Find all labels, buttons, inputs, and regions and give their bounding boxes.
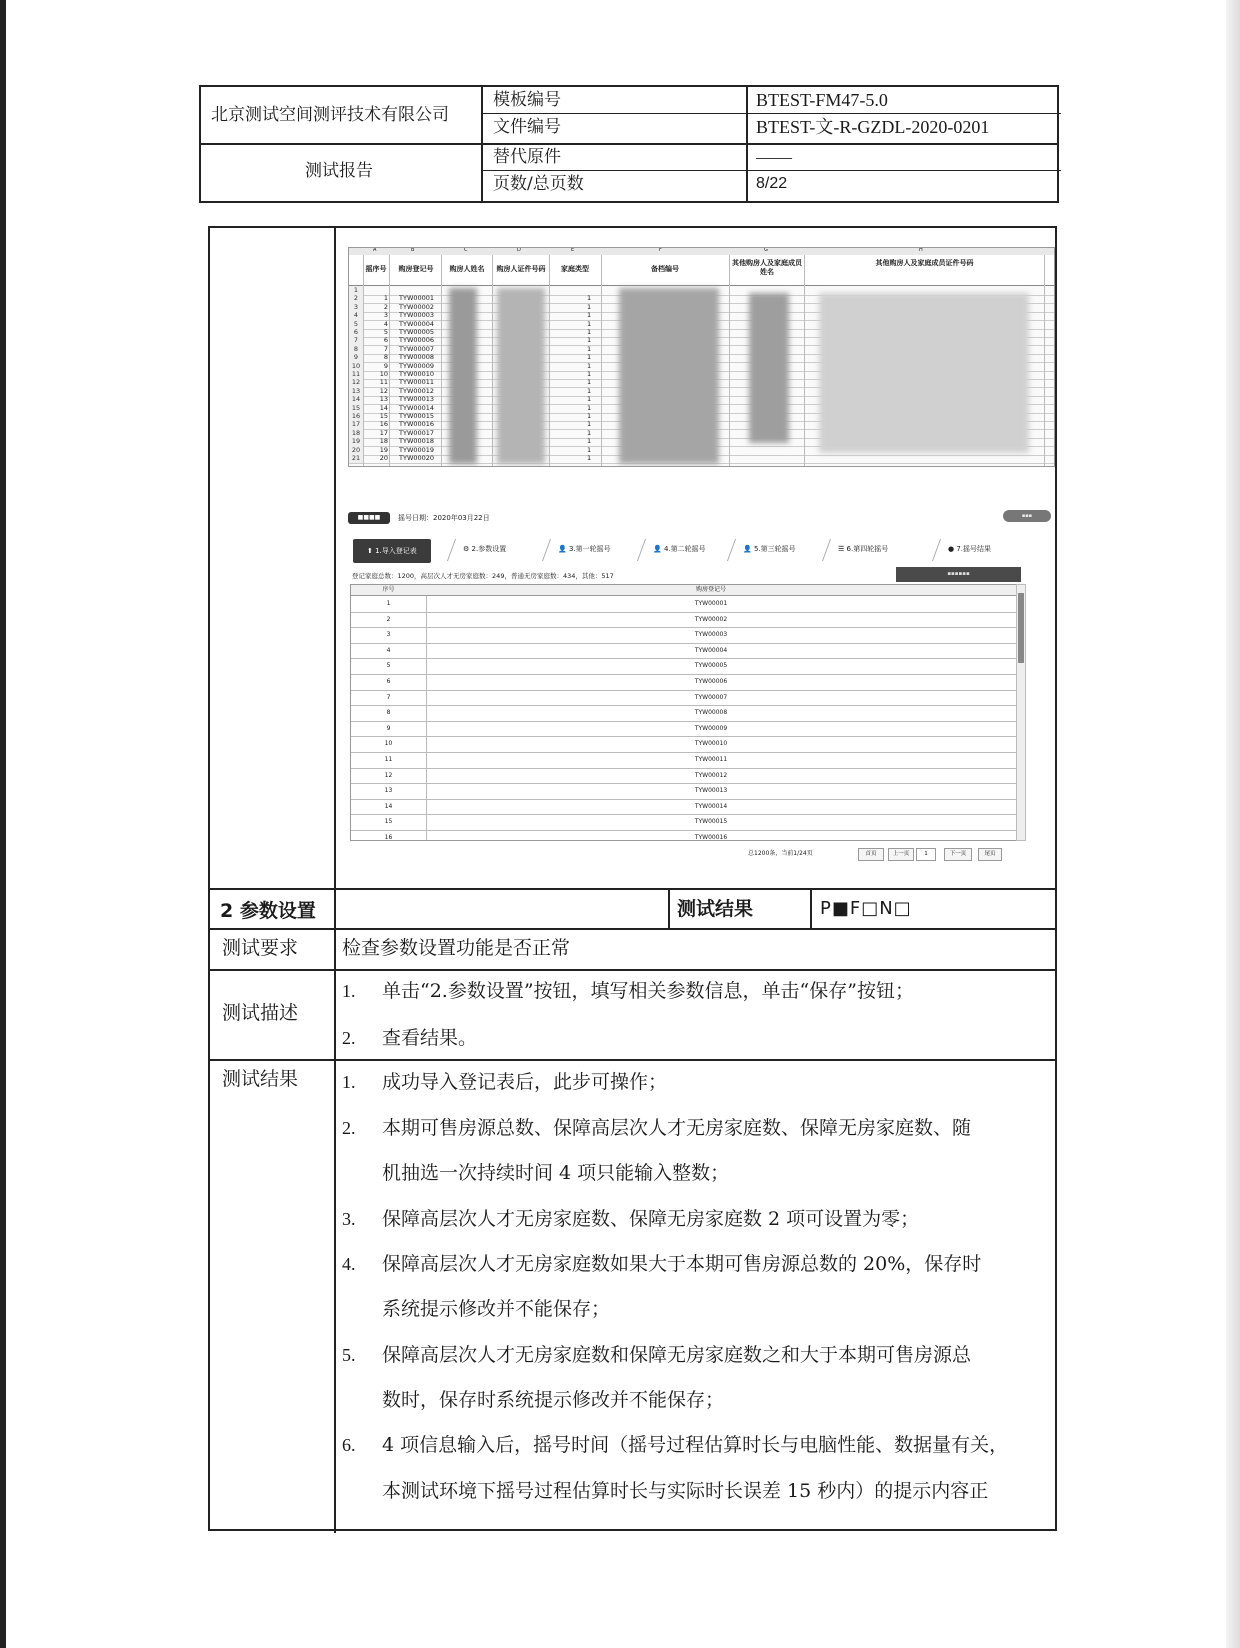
result-num-4: 4. xyxy=(342,1254,356,1274)
table-row[interactable] xyxy=(351,814,1016,831)
spreadsheet-seq-cell: 4 xyxy=(383,319,388,328)
spreadsheet-code-cell: TYW00017 xyxy=(399,428,435,437)
pager xyxy=(348,847,1053,861)
spreadsheet-type-cell: 1 xyxy=(587,353,592,362)
spreadsheet-type-cell: 1 xyxy=(587,454,592,462)
spreadsheet-code-cell: TYW00014 xyxy=(399,403,435,412)
step-tab[interactable] xyxy=(463,537,506,561)
table-row[interactable] xyxy=(351,627,1016,644)
spreadsheet-col-letter: G xyxy=(764,247,768,253)
grid-cell-code: TYW00003 xyxy=(694,631,728,639)
step-tab-label: 2.参数设置 xyxy=(471,545,507,553)
spreadsheet-type-cell: 1 xyxy=(587,319,592,328)
spreadsheet-seq-cell: 5 xyxy=(383,328,388,336)
spreadsheet-code-cell: TYW00018 xyxy=(399,437,435,446)
spreadsheet-seq-cell: 13 xyxy=(379,395,388,404)
pager-first-button[interactable]: 首页 xyxy=(858,848,884,861)
spreadsheet-type-cell: 1 xyxy=(587,420,592,429)
grid-cell-no: 6 xyxy=(386,678,391,685)
result-item-2-line-2: 机抽选一次持续时间 4 项只能输入整数； xyxy=(382,1162,730,1184)
spreadsheet-header-cell: 家庭类型 xyxy=(561,265,589,273)
grid-cell-code: TYW00009 xyxy=(694,724,728,732)
spreadsheet-code-cell: TYW00005 xyxy=(399,328,435,336)
grid-cell-no: 11 xyxy=(384,756,393,763)
table-row[interactable] xyxy=(351,643,1016,660)
scan-edge-left xyxy=(0,0,6,1648)
registration-grid xyxy=(350,584,1017,841)
description-label: 测试描述 xyxy=(222,1002,299,1024)
step-tab[interactable] xyxy=(653,537,706,561)
spreadsheet-col-letter: D xyxy=(517,247,521,253)
grid-cell-code: TYW00005 xyxy=(694,662,728,670)
spreadsheet-type-cell: 1 xyxy=(587,328,592,336)
circle-icon: ● xyxy=(948,545,957,553)
scan-edge-right xyxy=(1226,0,1240,1648)
grid-cell-no: 3 xyxy=(386,631,391,639)
spreadsheet-type-cell: 1 xyxy=(587,395,592,404)
spreadsheet-type-cell: 1 xyxy=(587,445,592,454)
spreadsheet-code-cell: TYW00019 xyxy=(399,445,435,454)
redaction-members xyxy=(749,293,789,443)
grid-cell-code: TYW00008 xyxy=(694,709,728,717)
spreadsheet-seq-cell: 11 xyxy=(379,378,388,387)
spreadsheet-code-cell: TYW00003 xyxy=(399,311,435,320)
spreadsheet-code-cell: TYW00007 xyxy=(399,344,435,353)
gear-icon: ⚙ xyxy=(463,545,472,553)
spreadsheet-seq-cell: 14 xyxy=(379,403,388,412)
spreadsheet-header-cell: 其他购房人及家庭成员姓名 xyxy=(732,259,802,276)
step-tab[interactable] xyxy=(353,539,431,563)
grid-cell-no: 13 xyxy=(384,787,393,795)
result-num-2: 2. xyxy=(342,1118,356,1138)
table-row[interactable] xyxy=(351,768,1016,785)
grid-header-code: 购房登记号 xyxy=(695,586,726,593)
table-row[interactable] xyxy=(351,799,1016,816)
step-tab[interactable] xyxy=(838,537,888,561)
spreadsheet-row-number: 19 xyxy=(349,437,363,446)
replace-original-value: —— xyxy=(756,147,792,167)
step-tab-label: 5.第三轮摇号 xyxy=(753,545,796,553)
spreadsheet-type-cell: 1 xyxy=(587,344,592,353)
spreadsheet-seq-cell: 8 xyxy=(383,353,388,362)
result-item-4-line-2: 系统提示修改并不能保存； xyxy=(382,1298,611,1320)
pager-last-button[interactable]: 尾页 xyxy=(978,848,1002,861)
spreadsheet-header-cell: 购房登记号 xyxy=(398,265,434,273)
lottery-date: 摇号日期：2020年03月22日 xyxy=(398,514,490,522)
result-num-5: 5. xyxy=(342,1345,356,1365)
grid-cell-code: TYW00016 xyxy=(694,834,728,841)
registration-stats: 登记家庭总数：1200，高层次人才无房家庭数：249，普通无房家庭数：434，其他：517 xyxy=(352,572,614,580)
spreadsheet-row-number: 12 xyxy=(349,378,363,387)
spreadsheet-row-number: 15 xyxy=(349,404,363,413)
result-item-5-line-2: 数时，保存时系统提示修改并不能保存； xyxy=(382,1389,725,1411)
result-label: 测试结果 xyxy=(677,898,754,920)
spreadsheet-row-number: 16 xyxy=(349,412,363,421)
spreadsheet-header-cell: 其他购房人及家庭成员证件号码 xyxy=(875,259,974,267)
table-row[interactable] xyxy=(351,736,1016,753)
table-row[interactable] xyxy=(351,596,1016,613)
spreadsheet-row-number: 7 xyxy=(349,336,363,345)
spreadsheet-code-cell: TYW00002 xyxy=(399,302,435,311)
step-tabs xyxy=(348,529,1053,563)
result-num-1: 1. xyxy=(342,1072,356,1092)
requirement-text: 检查参数设置功能是否正常 xyxy=(342,937,571,959)
spreadsheet-type-cell: 1 xyxy=(587,378,592,387)
table-row[interactable] xyxy=(351,658,1016,675)
grid-cell-code: TYW00013 xyxy=(694,787,728,795)
grid-cell-no: 4 xyxy=(386,646,391,654)
result-item-6-line-2: 本测试环境下摇号过程估算时长与实际时长误差 15 秒内）的提示内容正 xyxy=(382,1480,989,1502)
page-count-value: 8/22 xyxy=(756,175,788,192)
spreadsheet-row-number: 4 xyxy=(349,311,363,320)
spreadsheet-row-number: 5 xyxy=(349,320,363,329)
description-num-2: 2. xyxy=(342,1028,356,1048)
top-right-button[interactable]: ▪▪▪ xyxy=(1003,510,1051,522)
result-item-4-line-1: 保障高层次人才无房家庭数如果大于本期可售房源总数的 20%，保存时 xyxy=(382,1253,982,1275)
section-title: 2 参数设置 xyxy=(220,900,316,922)
spreadsheet-seq-cell: 7 xyxy=(383,344,388,353)
pass-fail-marks: P■F□N□ xyxy=(820,898,912,919)
spreadsheet-type-cell: 1 xyxy=(587,294,592,303)
spreadsheet-type-cell: 1 xyxy=(587,336,592,345)
spreadsheet-header-cell: 备档编号 xyxy=(651,265,679,273)
company-name: 北京测试空间测评技术有限公司 xyxy=(211,105,449,125)
grid-scrollbar[interactable] xyxy=(1016,584,1026,841)
spreadsheet-row-number: 8 xyxy=(349,345,363,354)
spreadsheet-header-cell: 摇序号 xyxy=(365,265,387,273)
spreadsheet-row-number: 2 xyxy=(349,294,363,303)
grid-cell-code: TYW00014 xyxy=(694,802,728,810)
spreadsheet-code-cell: TYW00016 xyxy=(399,420,435,429)
step-tab-label: 6.第四轮摇号 xyxy=(846,545,889,553)
step-tab[interactable] xyxy=(743,537,796,561)
spreadsheet-col-letter: F xyxy=(659,247,662,253)
redaction-file-no xyxy=(619,288,719,464)
pager-prev-button[interactable]: 上一页 xyxy=(888,848,914,861)
spreadsheet-type-cell: 1 xyxy=(587,386,592,395)
spreadsheet-type-cell: 1 xyxy=(587,403,592,412)
result-item-1: 成功导入登记表后，此步可操作； xyxy=(382,1071,668,1093)
spreadsheet-type-cell: 1 xyxy=(587,370,592,378)
grid-header-no: 序号 xyxy=(382,586,395,593)
report-title: 测试报告 xyxy=(305,161,373,181)
spreadsheet-seq-cell: 12 xyxy=(379,386,388,395)
spreadsheet-seq-cell: 6 xyxy=(383,336,388,345)
user-icon: 👤 xyxy=(653,545,664,553)
grid-cell-code: TYW00015 xyxy=(694,818,728,826)
grid-cell-code: TYW00002 xyxy=(694,615,728,623)
spreadsheet-row-number: 18 xyxy=(349,429,363,438)
grid-cell-code: TYW00001 xyxy=(694,600,728,607)
spreadsheet-seq-cell: 1 xyxy=(383,294,388,303)
spreadsheet-code-cell: TYW00009 xyxy=(399,361,435,370)
spreadsheet-row-number: 14 xyxy=(349,395,363,404)
spreadsheet-code-cell: TYW00020 xyxy=(399,454,435,462)
table-row[interactable] xyxy=(351,721,1016,738)
spreadsheet-seq-cell: 18 xyxy=(379,437,388,446)
description-item-1: 单击“2.参数设置”按钮，填写相关参数信息，单击“保存”按钮； xyxy=(382,980,914,1002)
spreadsheet-code-cell: TYW00015 xyxy=(399,412,435,420)
results-label: 测试结果 xyxy=(222,1068,299,1090)
grid-cell-code: TYW00004 xyxy=(694,646,728,654)
redaction-id xyxy=(497,288,545,464)
pager-next-button[interactable]: 下一页 xyxy=(944,848,972,861)
spreadsheet-type-cell: 1 xyxy=(587,412,592,420)
result-item-2-line-1: 本期可售房源总数、保障高层次人才无房家庭数、保障无房家庭数、随 xyxy=(382,1117,972,1139)
spreadsheet-seq-cell: 19 xyxy=(379,445,388,454)
spreadsheet-row-number: 9 xyxy=(349,353,363,362)
spreadsheet-type-cell: 1 xyxy=(587,437,592,446)
grid-cell-no: 2 xyxy=(386,615,391,623)
registration-spreadsheet xyxy=(348,247,1055,467)
spreadsheet-seq-cell: 15 xyxy=(379,412,388,420)
lottery-app-screenshot xyxy=(348,502,1053,887)
replace-original-label: 替代原件 xyxy=(493,147,561,167)
grid-cell-no: 8 xyxy=(386,709,391,717)
step-tab[interactable] xyxy=(948,537,991,561)
spreadsheet-row-number: 10 xyxy=(349,362,363,371)
app-logo: ■■■■ xyxy=(348,512,390,524)
grid-cell-no: 16 xyxy=(384,834,393,841)
spreadsheet-row-number: 20 xyxy=(349,446,363,455)
spreadsheet-row-number: 1 xyxy=(349,286,363,295)
table-row[interactable] xyxy=(351,690,1016,707)
result-item-3: 保障高层次人才无房家庭数、保障无房家庭数 2 项可设置为零； xyxy=(382,1208,920,1230)
grid-cell-no: 10 xyxy=(384,740,393,748)
spreadsheet-row-number: 11 xyxy=(349,370,363,379)
spreadsheet-code-cell: TYW00010 xyxy=(399,370,435,378)
spreadsheet-type-cell: 1 xyxy=(587,428,592,437)
grid-cell-code: TYW00012 xyxy=(694,771,728,779)
redaction-member-ids xyxy=(819,293,1029,453)
requirement-label: 测试要求 xyxy=(222,937,299,959)
spreadsheet-code-cell: TYW00012 xyxy=(399,386,435,395)
grid-cell-code: TYW00011 xyxy=(694,756,728,763)
grid-cell-no: 5 xyxy=(386,662,391,670)
spreadsheet-seq-cell: 10 xyxy=(379,370,388,378)
description-num-1: 1. xyxy=(342,981,356,1001)
description-item-2: 查看结果。 xyxy=(382,1027,478,1049)
grid-cell-no: 1 xyxy=(386,600,391,607)
table-row[interactable] xyxy=(351,674,1016,691)
result-item-5-line-1: 保障高层次人才无房家庭数和保障无房家庭数之和大于本期可售房源总 xyxy=(382,1344,972,1366)
spreadsheet-code-cell: TYW00006 xyxy=(399,336,435,345)
spreadsheet-row-number: 17 xyxy=(349,420,363,429)
import-button[interactable]: ▪▪▪▪▪▪ xyxy=(896,567,1021,582)
spreadsheet-row-number: 21 xyxy=(349,454,363,463)
step-tab-label: 1.导入登记表 xyxy=(375,547,417,555)
template-no-value: BTEST-FM47-5.0 xyxy=(756,90,888,110)
spreadsheet-col-letter: H xyxy=(919,247,923,253)
spreadsheet-seq-cell: 2 xyxy=(383,302,388,311)
table-row[interactable] xyxy=(351,752,1016,769)
spreadsheet-seq-cell: 3 xyxy=(383,311,388,320)
spreadsheet-code-cell: TYW00001 xyxy=(399,294,435,303)
spreadsheet-seq-cell: 16 xyxy=(379,420,388,429)
spreadsheet-col-letter: E xyxy=(571,247,575,253)
result-num-3: 3. xyxy=(342,1209,356,1229)
spreadsheet-row-number: 3 xyxy=(349,303,363,312)
table-row[interactable] xyxy=(351,830,1016,841)
report-header-table xyxy=(199,85,1059,203)
user-icon: 👤 xyxy=(743,545,754,553)
list-icon: ☰ xyxy=(838,545,847,553)
file-no-value: BTEST-文-R-GZDL-2020-0201 xyxy=(756,117,990,137)
spreadsheet-code-cell: TYW00013 xyxy=(399,395,435,404)
spreadsheet-seq-cell: 9 xyxy=(383,361,388,370)
template-no-label: 模板编号 xyxy=(493,90,561,110)
result-item-6-line-1: 4 项信息输入后，摇号时间（摇号过程估算时长与电脑性能、数据量有关， xyxy=(382,1434,1009,1456)
spreadsheet-code-cell: TYW00011 xyxy=(399,378,435,387)
spreadsheet-code-cell: TYW00008 xyxy=(399,353,435,362)
spreadsheet-col-letter: C xyxy=(464,247,468,253)
spreadsheet-type-cell: 1 xyxy=(587,361,592,370)
step-tab-label: 3.第一轮摇号 xyxy=(568,545,611,553)
user-icon: 👤 xyxy=(558,545,569,553)
spreadsheet-seq-cell: 17 xyxy=(379,428,388,437)
grid-cell-code: TYW00007 xyxy=(694,693,728,701)
table-row[interactable] xyxy=(351,783,1016,800)
grid-cell-no: 14 xyxy=(384,802,393,810)
file-no-label: 文件编号 xyxy=(493,117,561,137)
grid-cell-no: 7 xyxy=(386,693,391,701)
grid-cell-no: 9 xyxy=(386,724,391,732)
step-tab[interactable] xyxy=(558,537,611,561)
grid-cell-code: TYW00010 xyxy=(694,740,728,748)
spreadsheet-code-cell: TYW00004 xyxy=(399,319,435,328)
page-count-label: 页数/总页数 xyxy=(493,174,584,194)
step-tab-label: 7.摇号结果 xyxy=(956,545,992,553)
result-num-6: 6. xyxy=(342,1435,356,1455)
grid-cell-no: 12 xyxy=(384,771,393,779)
spreadsheet-header-cell: 购房人姓名 xyxy=(449,265,485,273)
grid-cell-no: 15 xyxy=(384,818,393,826)
upload-icon: ⬆ xyxy=(367,547,376,555)
step-tab-label: 4.第二轮摇号 xyxy=(663,545,706,553)
table-row[interactable] xyxy=(351,705,1016,722)
spreadsheet-type-cell: 1 xyxy=(587,302,592,311)
spreadsheet-header-cell: 购房人证件号码 xyxy=(496,265,546,273)
test-record-table xyxy=(208,226,1057,1531)
spreadsheet-col-letter: B xyxy=(411,247,415,253)
redaction-name xyxy=(449,288,477,464)
spreadsheet-type-cell: 1 xyxy=(587,311,592,320)
screenshot-area xyxy=(338,232,1053,887)
spreadsheet-col-letter: A xyxy=(373,247,377,253)
pager-info: 总1200条，当前1/24页 xyxy=(748,850,813,857)
table-row[interactable] xyxy=(351,612,1016,629)
spreadsheet-row-number: 13 xyxy=(349,387,363,396)
grid-cell-code: TYW00006 xyxy=(694,678,728,685)
spreadsheet-row-number: 6 xyxy=(349,328,363,337)
spreadsheet-seq-cell: 20 xyxy=(379,454,388,462)
pager-page-input[interactable]: 1 xyxy=(916,848,936,861)
